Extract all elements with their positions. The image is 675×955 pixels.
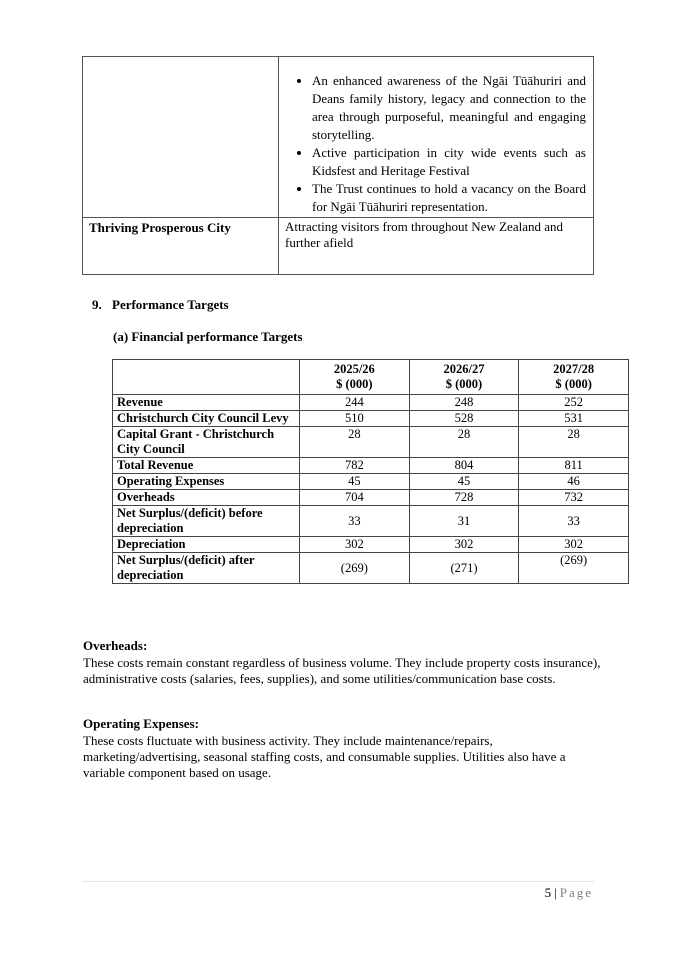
table-row — [113, 395, 629, 411]
operating-expenses-note — [83, 716, 603, 781]
page-number: 5 — [544, 885, 552, 900]
row-label: Overheads — [113, 490, 300, 506]
bullet-item: • An enhanced awareness of the Ngāi Tūāhuriri and Deans family history, legacy and connection to the area through purposeful, meaningful and engaging storytelling. — [312, 72, 586, 144]
table-cell: 46 — [519, 474, 629, 490]
table-row — [113, 427, 629, 458]
table-row — [113, 537, 629, 553]
outcomes-table — [82, 56, 594, 275]
table-cell: 728 — [409, 490, 519, 506]
page-label: Page — [559, 885, 593, 900]
row-label: Net Surplus/(deficit) after depreciation — [113, 553, 300, 584]
header-blank-cell — [113, 360, 300, 395]
outcome-label: Thriving Prosperous City — [83, 218, 279, 275]
table-cell: 732 — [519, 490, 629, 506]
table-cell: 252 — [519, 395, 629, 411]
overheads-heading: Overheads: — [83, 638, 148, 653]
table-cell: 704 — [300, 490, 410, 506]
table-cell: 531 — [519, 411, 629, 427]
outcomes-cell-bullets — [279, 57, 594, 218]
table-cell: 510 — [300, 411, 410, 427]
footer-divider — [82, 881, 594, 882]
page-footer — [545, 885, 593, 901]
overheads-note — [83, 638, 603, 687]
column-header: 2026/27 $ (000) — [409, 360, 519, 395]
column-header: 2025/26 $ (000) — [300, 360, 410, 395]
financial-targets-table — [112, 359, 629, 584]
operating-expenses-text: These costs fluctuate with business activity. They include maintenance/repairs, marketing/advertising, seasonal staffing costs, and consumable supplies. Utilities also have a variable component based on usage. — [83, 733, 566, 780]
footer-separator: | — [554, 885, 557, 900]
table-cell: 302 — [300, 537, 410, 553]
table-cell: 528 — [409, 411, 519, 427]
row-label: Depreciation — [113, 537, 300, 553]
row-label: Total Revenue — [113, 458, 300, 474]
table-cell: 302 — [519, 537, 629, 553]
table-cell: 28 — [519, 427, 629, 458]
table-cell: 45 — [409, 474, 519, 490]
outcome-description: Attracting visitors from throughout New Zealand and further afield — [279, 218, 594, 275]
table-cell: 244 — [300, 395, 410, 411]
outcomes-cell-empty — [83, 57, 279, 218]
row-label: Capital Grant - Christchurch City Council — [113, 427, 300, 458]
table-cell: 782 — [300, 458, 410, 474]
row-label: Net Surplus/(deficit) before depreciation — [113, 506, 300, 537]
outcomes-row-2 — [83, 218, 594, 275]
section-heading — [92, 297, 229, 313]
table-cell: 28 — [409, 427, 519, 458]
column-header: 2027/28 $ (000) — [519, 360, 629, 395]
table-cell: (269) — [300, 553, 410, 584]
row-label: Christchurch City Council Levy — [113, 411, 300, 427]
operating-expenses-heading: Operating Expenses: — [83, 716, 199, 731]
table-cell: 31 — [409, 506, 519, 537]
outcomes-bullet-list — [280, 58, 592, 216]
table-cell: 302 — [409, 537, 519, 553]
bullet-item: • Active participation in city wide events such as Kidsfest and Heritage Festival — [312, 144, 586, 180]
table-cell: 248 — [409, 395, 519, 411]
table-row — [113, 458, 629, 474]
bullet-item: • The Trust continues to hold a vacancy on the Board for Ngāi Tūāhuriri representation. — [312, 180, 586, 216]
table-row — [113, 506, 629, 537]
table-row — [113, 553, 629, 584]
table-cell: 45 — [300, 474, 410, 490]
table-row — [113, 411, 629, 427]
row-label: Operating Expenses — [113, 474, 300, 490]
table-cell: (269) — [519, 553, 629, 584]
section-title: Performance Targets — [112, 297, 229, 312]
outcomes-row-1 — [83, 57, 594, 218]
section-number: 9. — [92, 297, 102, 312]
table-cell: 33 — [300, 506, 410, 537]
subsection-heading: (a) Financial performance Targets — [113, 329, 303, 344]
table-cell: 811 — [519, 458, 629, 474]
table-row — [113, 490, 629, 506]
table-row — [113, 474, 629, 490]
overheads-text: These costs remain constant regardless of business volume. They include property costs insurance), administrative costs (salaries, fees, supplies), and some utilities/communication base costs. — [83, 655, 601, 686]
table-cell: 28 — [300, 427, 410, 458]
table-cell: (271) — [409, 553, 519, 584]
table-cell: 804 — [409, 458, 519, 474]
row-label: Revenue — [113, 395, 300, 411]
table-cell: 33 — [519, 506, 629, 537]
table-header-row — [113, 360, 629, 395]
